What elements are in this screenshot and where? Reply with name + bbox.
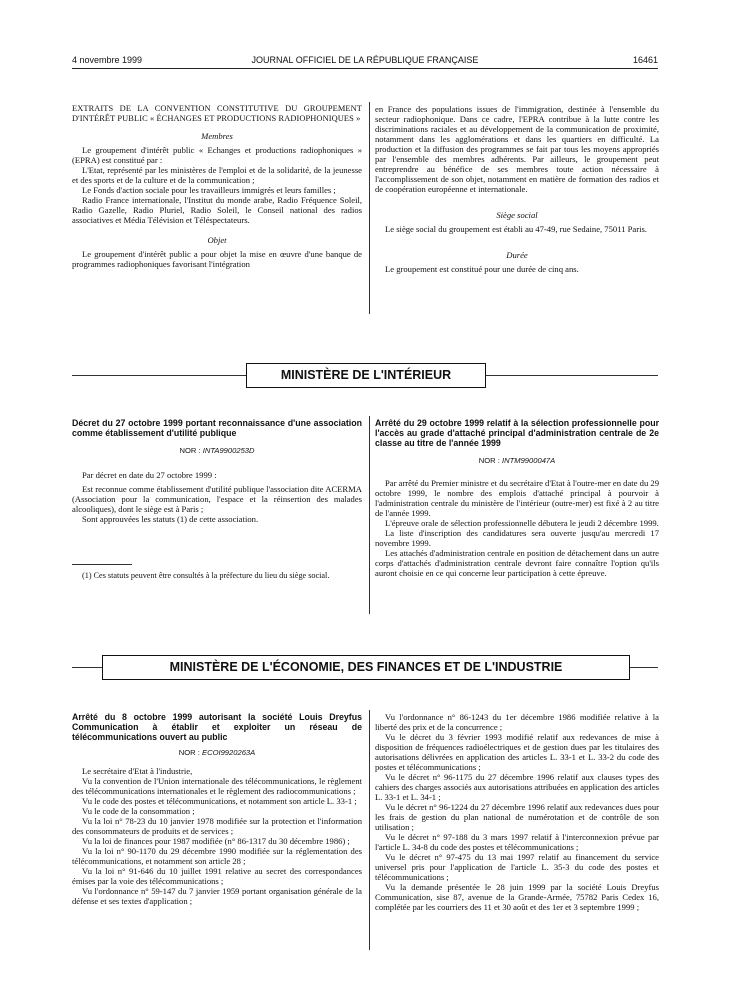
visa-paragraph: Vu la loi n° 90-1170 du 29 décembre 1990 modifiée sur la réglementation des télécommunications, et notamment son article 28 ;: [72, 846, 362, 866]
interieur-left-column: [72, 418, 362, 581]
visa-paragraph: Vu le décret n° 97-188 du 3 mars 1997 relatif à l'interconnexion prévue par l'article L. 34-8 du code des postes et télécommunications ;: [375, 832, 659, 852]
epra-title: EXTRAITS DE LA CONVENTION CONSTITUTIVE DU GROUPEMENT D'INTÉRÊT PUBLIC « ÉCHANGES ET PRODUCTIONS RADIOPHONIQUES »: [72, 104, 362, 123]
decret-paragraph: Est reconnue comme établissement d'utilité publique l'association dite ACERMA (Association pour la communication, l'espace et la réinsertion des malades alcooliques), dont le siège est à Paris ;: [72, 484, 362, 514]
banner-line-left: [72, 667, 102, 668]
column-rule: [369, 710, 370, 950]
membres-heading: Membres: [201, 131, 233, 141]
visa-paragraph: Vu le décret du 3 février 1993 modifié relatif aux redevances de mise à disposition de fréquences radioélectriques et de gestion dues par les titulaires des autorisations délivrées en application des articles L. 33-1 et L. 33-2 du code des postes et télécommunications ;: [375, 732, 659, 772]
footnote-rule: [72, 564, 132, 565]
objet-paragraph-continued: en France des populations issues de l'immigration, destinée à l'ensemble du secteur radiophonique. Dans ce cadre, l'EPRA contribue à la lutte contre les discriminations raciales et au développement de la communication de proximité, notamment dans les agglomérations et dans les quartiers en difficulté. La production et la diffusion des programmes se fait par tous les moyens appropriés par l'ensemble des membres adhérents. Par ailleurs, le groupement peut entreprendre au bénéfice de ses membres toute action nécessaire à l'accomplissement de son objet, notamment en matière de formation des radios et de coopération européenne et internationale.: [375, 104, 659, 194]
nor-code: INTM9900047A: [502, 456, 556, 465]
duree-heading: Durée: [506, 250, 528, 260]
visa-paragraph: Vu l'ordonnance n° 59-147 du 7 janvier 1959 portant organisation générale de la défense et ses textes d'application ;: [72, 886, 362, 906]
visa-paragraph: Vu le décret n° 97-475 du 13 mai 1997 relatif au financement du service universel pris pour l'application de l'article L. 35-3 du code des postes et télécommunications ;: [375, 852, 659, 882]
banner-line-left: [72, 375, 246, 376]
membres-paragraph: L'Etat, représenté par les ministères de l'emploi et de la solidarité, de la jeunesse et des sports et de la culture et de la communication ;: [72, 165, 362, 185]
ministere-economie-banner: [102, 655, 630, 680]
visa-paragraph: Vu le code des postes et télécommunications, et notamment son article L. 33-1 ;: [82, 796, 357, 806]
nor-label: NOR :: [178, 748, 200, 757]
membres-paragraph: Le Fonds d'action sociale pour les travailleurs immigrés et leurs familles ;: [82, 185, 336, 195]
siege-paragraph: Le siège social du groupement est établi au 47-49, rue Sedaine, 75011 Paris.: [385, 224, 647, 234]
ministere-interieur-banner: [246, 363, 486, 388]
column-rule: [369, 416, 370, 614]
membres-paragraph: Radio France internationale, l'Institut du monde arabe, Radio Fréquence Soleil, Radio Gazelle, Radio Pluriel, Radio Soleil, le Conseil national des radios associatives et Média Télévision et Téléspectateurs.: [72, 195, 362, 225]
decret-paragraph: Sont approuvées les statuts (1) de cette association.: [82, 514, 259, 524]
visa-paragraph: Vu le décret n° 96-1175 du 27 décembre 1996 relatif aux clauses types des cahiers des charges associés aux autorisations attribuées en application des articles L. 33-1 et L. 34-1 ;: [375, 772, 659, 802]
economie-right-column: [375, 712, 659, 912]
nor-code: ECOI9920263A: [202, 748, 256, 757]
header-page-number: 16461: [632, 55, 658, 65]
header-date: 4 novembre 1999: [72, 55, 143, 65]
page-header: [72, 55, 658, 69]
objet-heading: Objet: [207, 235, 227, 245]
column-rule: [369, 102, 370, 314]
nor-label: NOR :: [478, 456, 500, 465]
epra-left-column: [72, 104, 362, 269]
visa-paragraph: Vu la loi n° 78-23 du 10 janvier 1978 modifiée sur la protection et l'information des consommateurs de produits et de services ;: [72, 816, 362, 836]
arrete-interieur-paragraph: Les attachés d'administration centrale en position de détachement dans un autre corps d'attachés d'administration centrale devront faire connaître l'option qu'ils auront choisie en ce qui concerne leur participation à cette épreuve.: [375, 548, 659, 578]
visa-paragraph: Le secrétaire d'Etat à l'industrie,: [82, 766, 193, 776]
arrete-interieur-paragraph: Par arrêté du Premier ministre et du secrétaire d'Etat à l'outre-mer en date du 29 octobre 1999, le nombre des emplois d'attaché principal à pourvoir à l'administration centrale du ministère de l'intérieur (outre-mer) est fixé à 2 au titre de l'année 1999.: [375, 478, 659, 518]
visa-paragraph: Vu la convention de l'Union internationale des télécommunications, le règlement des télécommunications internationales et le règlement des radiocommunications ;: [72, 776, 362, 796]
visa-paragraph: Vu l'ordonnance n° 86-1243 du 1er décembre 1986 modifiée relative à la liberté des prix et de la concurrence ;: [375, 712, 659, 732]
economie-left-column: [72, 712, 362, 906]
duree-paragraph: Le groupement est constitué pour une durée de cinq ans.: [385, 264, 579, 274]
banner-line-right: [486, 375, 658, 376]
visa-paragraph: Vu la loi n° 91-646 du 10 juillet 1991 relative au secret des correspondances émises par la voie des télécommunications ;: [72, 866, 362, 886]
nor-code: INTA9900253D: [202, 446, 255, 455]
arrete-economie-title: Arrêté du 8 octobre 1999 autorisant la société Louis Dreyfus Communication à établir et exploiter un réseau de télécommunications ouvert au public: [72, 712, 362, 742]
decret-paragraph: Par décret en date du 27 octobre 1999 :: [82, 470, 217, 480]
banner-line-right: [630, 667, 658, 668]
ministere-economie-title: MINISTÈRE DE L'ÉCONOMIE, DES FINANCES ET DE L'INDUSTRIE: [169, 660, 563, 674]
objet-paragraph-start: Le groupement d'intérêt public a pour objet la mise en œuvre d'une banque de programmes radiophoniques favorisant l'intégration: [72, 249, 362, 269]
arrete-interieur-title: Arrêté du 29 octobre 1999 relatif à la sélection professionnelle pour l'accès au grade d'attaché principal d'administration centrale de 2e classe au titre de l'année 1999: [375, 418, 659, 448]
ministere-interieur-title: MINISTÈRE DE L'INTÉRIEUR: [280, 368, 452, 382]
visa-paragraph: Vu la demande présentée le 28 juin 1999 par la société Louis Dreyfus Communication, sise 87, avenue de la Grande-Armée, 75782 Paris Cedex 16, complétée par les courriers des 11 et 30 août et des 1er et 3 septembre 1999 ;: [375, 882, 659, 912]
header-rule: [72, 68, 658, 69]
visa-paragraph: Vu le code de la consommation ;: [82, 806, 195, 816]
epra-right-column: [375, 104, 659, 274]
visa-paragraph: Vu le décret n° 96-1224 du 27 décembre 1996 relatif aux redevances dues pour les frais de gestion du plan national de numérotation et de contrôle de son utilisation ;: [375, 802, 659, 832]
membres-paragraph: Le groupement d'intérêt public « Echanges et productions radiophoniques » (EPRA) est constitué par :: [72, 145, 362, 165]
siege-heading: Siège social: [496, 210, 538, 220]
header-journal-title: JOURNAL OFFICIEL DE LA RÉPUBLIQUE FRANÇAISE: [251, 55, 479, 65]
arrete-economie-nor: [72, 748, 362, 758]
arrete-interieur-paragraph: La liste d'inscription des candidatures sera ouverte jusqu'au mercredi 17 novembre 1999.: [375, 528, 659, 548]
visa-paragraph: Vu la loi de finances pour 1987 modifiée (n° 86-1317 du 30 décembre 1986) ;: [82, 836, 350, 846]
arrete-interieur-nor: [375, 456, 659, 466]
interieur-right-column: [375, 418, 659, 578]
decret-footnote: (1) Ces statuts peuvent être consultés à la préfecture du lieu du siège social.: [82, 571, 330, 580]
arrete-interieur-paragraph: L'épreuve orale de sélection professionnelle débutera le jeudi 2 décembre 1999.: [385, 518, 659, 528]
nor-label: NOR :: [179, 446, 201, 455]
decret-nor: [72, 446, 362, 456]
decret-title: Décret du 27 octobre 1999 portant reconnaissance d'une association comme établissement d'utilité publique: [72, 418, 362, 438]
